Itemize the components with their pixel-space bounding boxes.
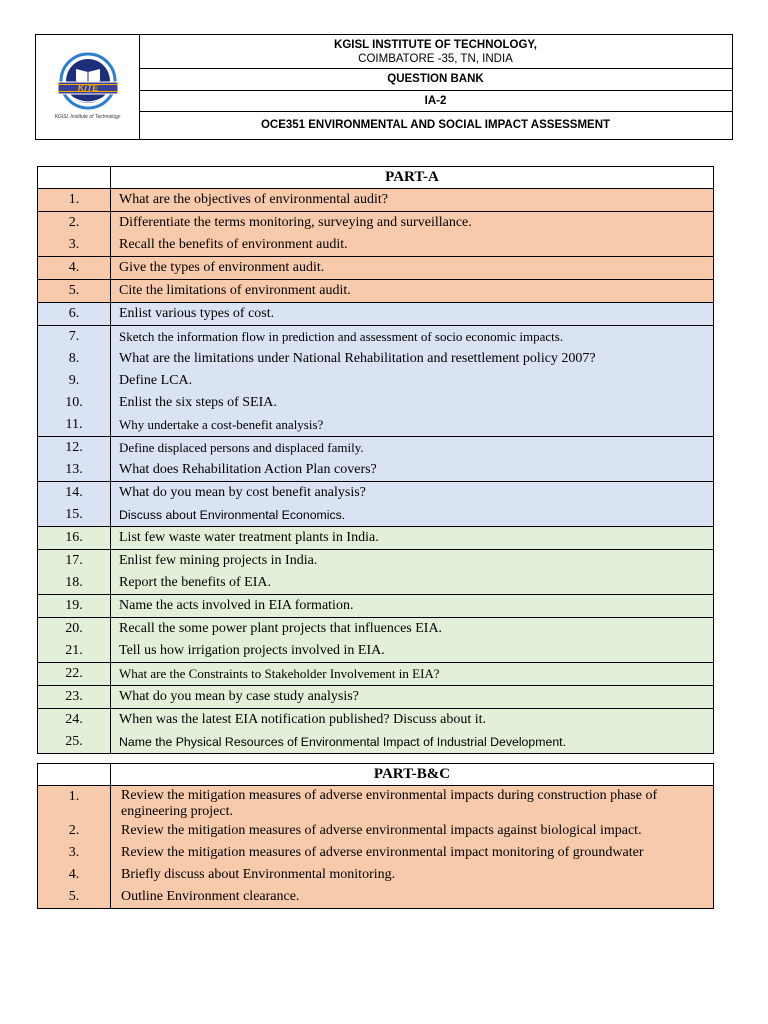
- question-number-cell: [38, 482, 111, 527]
- question-number: 21.: [65, 643, 83, 658]
- logo-caption: KGiSL Institute of Technology: [54, 114, 121, 120]
- question-text-cell: [111, 686, 714, 709]
- question-number: 25.: [65, 734, 83, 749]
- question-text-cell: [111, 527, 714, 550]
- institute-name: KGISL INSTITUTE OF TECHNOLOGY,: [334, 39, 537, 51]
- part-a-table: [37, 166, 714, 754]
- question-number-cell: [38, 686, 111, 709]
- question-text: Report the benefits of EIA.: [119, 575, 272, 590]
- question-number: 12.: [65, 440, 83, 455]
- question-text: Tell us how irrigation projects involved in EIA.: [119, 643, 385, 658]
- question-group-row: [38, 326, 714, 437]
- question-number: 20.: [65, 621, 83, 636]
- question-text: Outline Environment clearance.: [121, 889, 300, 904]
- part-bc-question-row: [38, 786, 714, 909]
- question-number: 19.: [65, 598, 83, 613]
- question-group-row: [38, 189, 714, 212]
- part-bc-header-row: [38, 764, 714, 786]
- question-text-cell: [111, 663, 714, 686]
- question-text: Recall the some power plant projects that influences EIA.: [119, 621, 443, 636]
- question-text: Sketch the information flow in prediction and assessment of socio economic impacts.: [119, 329, 564, 344]
- question-text: Name the acts involved in EIA formation.: [119, 598, 354, 613]
- question-number-cell: [38, 618, 111, 663]
- question-text: What are the Constraints to Stakeholder Involvement in EIA?: [119, 666, 440, 681]
- question-number: 3.: [68, 845, 80, 860]
- question-number-cell: [38, 280, 111, 303]
- question-group-row: [38, 437, 714, 482]
- question-text-cell: [111, 189, 714, 212]
- question-text: What are the limitations under National Rehabilitation and resettlement policy 2007?: [119, 351, 596, 366]
- question-group-row: [38, 527, 714, 550]
- question-number-cell: [38, 189, 111, 212]
- question-text-cell: [111, 437, 714, 482]
- question-number: 2.: [68, 215, 80, 230]
- logo-cell: [36, 35, 140, 139]
- question-number-cell: [38, 663, 111, 686]
- question-number: 17.: [65, 553, 83, 568]
- institute-cell: [139, 35, 732, 69]
- question-number: 23.: [65, 689, 83, 704]
- question-text: Differentiate the terms monitoring, surveying and surveillance.: [119, 215, 472, 230]
- question-number: 1.: [68, 192, 80, 207]
- question-number: 2.: [68, 823, 80, 838]
- question-group-row: [38, 663, 714, 686]
- question-text: Review the mitigation measures of adverse environmental impacts during construction phase of engineering project.: [121, 788, 658, 819]
- question-number-cell: [38, 212, 111, 257]
- question-text-cell: [111, 326, 714, 437]
- question-text-cell: [111, 482, 714, 527]
- question-text-cell: [111, 550, 714, 595]
- part-bc-header-blank: [38, 764, 111, 786]
- part-bc-title: PART-B&C: [111, 764, 714, 786]
- question-text: Enlist few mining projects in India.: [119, 553, 318, 568]
- question-text: Cite the limitations of environment audit.: [119, 283, 351, 298]
- part-bc-table: [37, 763, 714, 909]
- svg-text:KiTE: KiTE: [77, 83, 99, 93]
- question-number: 5.: [68, 889, 80, 904]
- document-header: [35, 34, 733, 140]
- question-text-cell: [111, 595, 714, 618]
- question-number: 4.: [68, 867, 80, 882]
- question-text: Recall the benefits of environment audit.: [119, 237, 348, 252]
- question-group-row: [38, 257, 714, 280]
- question-number: 3.: [68, 237, 80, 252]
- question-text: Review the mitigation measures of adverse environmental impact monitoring of groundwater: [121, 845, 644, 860]
- question-group-row: [38, 550, 714, 595]
- question-text-cell: [111, 280, 714, 303]
- question-number: 10.: [65, 395, 83, 410]
- question-text: Define LCA.: [119, 373, 193, 388]
- question-group-row: [38, 618, 714, 663]
- question-text: Discuss about Environmental Economics.: [119, 508, 346, 522]
- question-number: 6.: [68, 306, 80, 321]
- question-number-cell: [38, 303, 111, 326]
- question-group-row: [38, 280, 714, 303]
- question-number-cell: [38, 709, 111, 754]
- question-number-cell: [38, 527, 111, 550]
- question-number: 8.: [68, 351, 80, 366]
- question-number: 24.: [65, 712, 83, 727]
- question-text: What do you mean by cost benefit analysis?: [119, 485, 366, 500]
- question-text-cell: [111, 212, 714, 257]
- question-text-cell: [111, 257, 714, 280]
- doc-type: QUESTION BANK: [139, 69, 732, 91]
- question-text: Briefly discuss about Environmental monitoring.: [121, 867, 396, 882]
- part-a-title: PART-A: [111, 167, 714, 189]
- question-text: What are the objectives of environmental audit?: [119, 192, 389, 207]
- question-text-cell: [111, 618, 714, 663]
- question-group-row: [38, 686, 714, 709]
- question-number: 16.: [65, 530, 83, 545]
- question-number: 7.: [68, 329, 80, 344]
- question-group-row: [38, 595, 714, 618]
- question-text: What do you mean by case study analysis?: [119, 689, 359, 704]
- question-number-cell: [38, 595, 111, 618]
- question-number: 18.: [65, 575, 83, 590]
- question-text: What does Rehabilitation Action Plan covers?: [119, 462, 377, 477]
- question-number: 5.: [68, 283, 80, 298]
- question-text: Define displaced persons and displaced family.: [119, 440, 364, 455]
- exam-name: IA-2: [139, 91, 732, 112]
- course-title: OCE351 ENVIRONMENTAL AND SOCIAL IMPACT ASSESSMENT: [260, 119, 611, 131]
- question-text: Enlist the six steps of SEIA.: [119, 395, 277, 410]
- question-text: List few waste water treatment plants in India.: [119, 530, 379, 545]
- question-number-cell: [38, 437, 111, 482]
- part-a-header-row: [38, 167, 714, 189]
- question-number: 9.: [68, 373, 80, 388]
- question-number-cell: [38, 257, 111, 280]
- question-text-cell: [111, 303, 714, 326]
- question-text: Name the Physical Resources of Environmental Impact of Industrial Development.: [119, 735, 566, 749]
- question-number: 14.: [65, 485, 83, 500]
- question-number-cell: [38, 786, 111, 909]
- question-number: 13.: [65, 462, 83, 477]
- question-group-row: [38, 303, 714, 326]
- question-group-row: [38, 212, 714, 257]
- question-group-row: [38, 709, 714, 754]
- question-text: When was the latest EIA notification published? Discuss about it.: [119, 712, 487, 727]
- question-group-row: [38, 482, 714, 527]
- question-number: 15.: [65, 507, 83, 522]
- question-number: 22.: [65, 666, 83, 681]
- kite-logo-icon: [50, 51, 126, 111]
- question-text-cell: [111, 709, 714, 754]
- part-a-header-blank: [38, 167, 111, 189]
- question-text: Enlist various types of cost.: [119, 306, 275, 321]
- question-number-cell: [38, 550, 111, 595]
- question-text: Give the types of environment audit.: [119, 260, 325, 275]
- institute-address: COIMBATORE -35, TN, INDIA: [358, 53, 513, 65]
- question-number: 4.: [68, 260, 80, 275]
- question-number: 11.: [65, 417, 83, 432]
- question-text: Why undertake a cost-benefit analysis?: [119, 417, 324, 432]
- question-text-cell: [111, 786, 714, 909]
- question-text: Review the mitigation measures of adverse environmental impacts against biological impact.: [121, 823, 642, 838]
- question-number-cell: [38, 326, 111, 437]
- question-number: 1.: [68, 789, 80, 804]
